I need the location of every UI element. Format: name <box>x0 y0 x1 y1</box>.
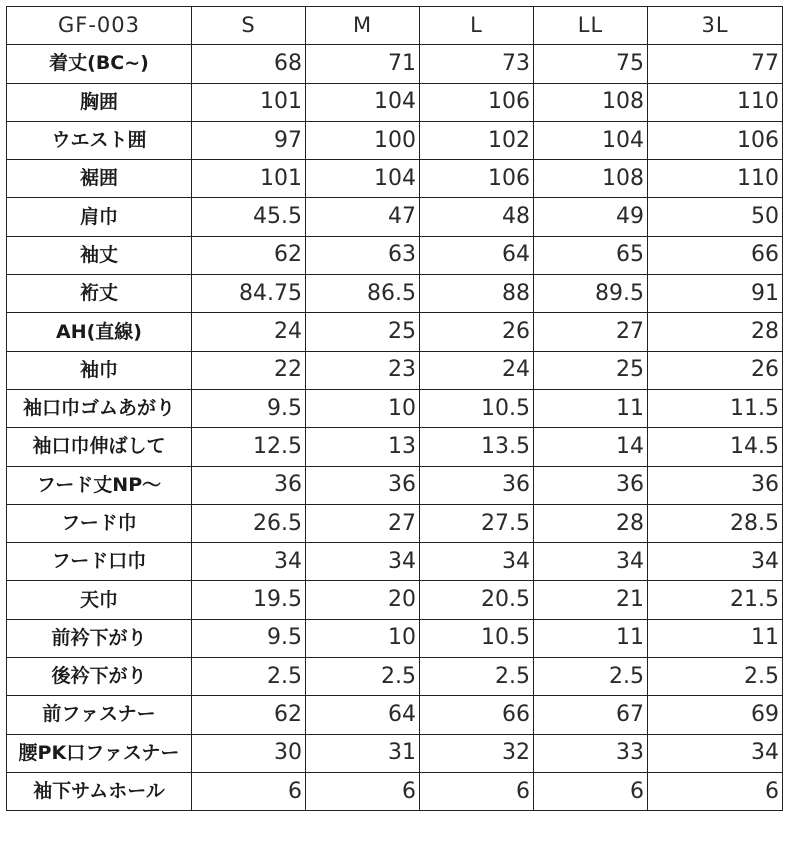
measurement-value-cell: 10 <box>306 619 420 657</box>
measurement-value-cell: 30 <box>192 734 306 772</box>
measurement-label-cell: 裄丈 <box>7 275 192 313</box>
size-header-cell: M <box>306 7 420 45</box>
measurement-value-cell: 6 <box>192 772 306 810</box>
measurement-value-cell: 25 <box>306 313 420 351</box>
measurement-value-cell: 34 <box>648 734 783 772</box>
measurement-value-cell: 2.5 <box>648 658 783 696</box>
table-row <box>7 351 783 389</box>
measurement-label-cell: 袖丈 <box>7 236 192 274</box>
measurement-value-cell: 24 <box>192 313 306 351</box>
measurement-value-cell: 63 <box>306 236 420 274</box>
measurement-value-cell: 101 <box>192 160 306 198</box>
measurement-value-cell: 36 <box>420 466 534 504</box>
measurement-label-cell: 着丈(BC~) <box>7 45 192 83</box>
product-code-cell: GF-003 <box>7 7 192 45</box>
measurement-value-cell: 47 <box>306 198 420 236</box>
measurement-value-cell: 108 <box>534 160 648 198</box>
table-row <box>7 198 783 236</box>
measurement-value-cell: 77 <box>648 45 783 83</box>
measurement-value-cell: 65 <box>534 236 648 274</box>
measurement-value-cell: 110 <box>648 160 783 198</box>
measurement-label-cell: 後衿下がり <box>7 658 192 696</box>
measurement-value-cell: 26.5 <box>192 504 306 542</box>
measurement-label-cell: 前ファスナー <box>7 696 192 734</box>
measurement-value-cell: 86.5 <box>306 275 420 313</box>
measurement-value-cell: 22 <box>192 351 306 389</box>
measurement-value-cell: 75 <box>534 45 648 83</box>
measurement-value-cell: 27.5 <box>420 504 534 542</box>
measurement-label-cell: 腰PK口ファスナー <box>7 734 192 772</box>
measurement-value-cell: 20.5 <box>420 581 534 619</box>
measurement-value-cell: 14 <box>534 428 648 466</box>
measurement-value-cell: 104 <box>306 160 420 198</box>
measurement-value-cell: 6 <box>306 772 420 810</box>
measurement-value-cell: 73 <box>420 45 534 83</box>
measurement-value-cell: 25 <box>534 351 648 389</box>
table-row <box>7 619 783 657</box>
measurement-value-cell: 66 <box>420 696 534 734</box>
measurement-label-cell: 胸囲 <box>7 83 192 121</box>
measurement-value-cell: 104 <box>306 83 420 121</box>
measurement-label-cell: 袖下サムホール <box>7 772 192 810</box>
measurement-value-cell: 88 <box>420 275 534 313</box>
table-row <box>7 83 783 121</box>
measurement-value-cell: 31 <box>306 734 420 772</box>
table-row <box>7 734 783 772</box>
measurement-value-cell: 69 <box>648 696 783 734</box>
measurement-label-cell: 袖口巾伸ばして <box>7 428 192 466</box>
table-row <box>7 466 783 504</box>
measurement-value-cell: 97 <box>192 121 306 159</box>
measurement-value-cell: 36 <box>534 466 648 504</box>
measurement-value-cell: 6 <box>420 772 534 810</box>
measurement-value-cell: 2.5 <box>306 658 420 696</box>
measurement-value-cell: 11 <box>534 389 648 427</box>
measurement-value-cell: 10 <box>306 389 420 427</box>
measurement-value-cell: 23 <box>306 351 420 389</box>
measurement-value-cell: 24 <box>420 351 534 389</box>
measurement-value-cell: 2.5 <box>534 658 648 696</box>
measurement-value-cell: 2.5 <box>192 658 306 696</box>
size-header-cell: L <box>420 7 534 45</box>
measurement-value-cell: 20 <box>306 581 420 619</box>
measurement-value-cell: 13.5 <box>420 428 534 466</box>
table-row <box>7 275 783 313</box>
size-chart-table <box>6 6 783 811</box>
measurement-value-cell: 36 <box>192 466 306 504</box>
table-row <box>7 504 783 542</box>
measurement-value-cell: 36 <box>306 466 420 504</box>
measurement-value-cell: 9.5 <box>192 389 306 427</box>
measurement-value-cell: 6 <box>648 772 783 810</box>
measurement-value-cell: 91 <box>648 275 783 313</box>
measurement-label-cell: フード丈NP～ <box>7 466 192 504</box>
measurement-value-cell: 21 <box>534 581 648 619</box>
table-row <box>7 236 783 274</box>
measurement-value-cell: 13 <box>306 428 420 466</box>
measurement-label-cell: フード口巾 <box>7 543 192 581</box>
measurement-value-cell: 34 <box>534 543 648 581</box>
measurement-value-cell: 34 <box>420 543 534 581</box>
measurement-label-cell: 肩巾 <box>7 198 192 236</box>
measurement-label-cell: 袖口巾ゴムあがり <box>7 389 192 427</box>
measurement-value-cell: 89.5 <box>534 275 648 313</box>
measurement-label-cell: フード巾 <box>7 504 192 542</box>
measurement-value-cell: 110 <box>648 83 783 121</box>
measurement-label-cell: 袖巾 <box>7 351 192 389</box>
measurement-value-cell: 27 <box>306 504 420 542</box>
table-row <box>7 160 783 198</box>
measurement-value-cell: 106 <box>420 160 534 198</box>
measurement-value-cell: 6 <box>534 772 648 810</box>
table-row <box>7 389 783 427</box>
measurement-value-cell: 64 <box>306 696 420 734</box>
measurement-value-cell: 32 <box>420 734 534 772</box>
measurement-value-cell: 64 <box>420 236 534 274</box>
measurement-label-cell: 裾囲 <box>7 160 192 198</box>
measurement-value-cell: 62 <box>192 696 306 734</box>
table-row <box>7 696 783 734</box>
measurement-label-cell: AH(直線) <box>7 313 192 351</box>
measurement-value-cell: 106 <box>420 83 534 121</box>
measurement-value-cell: 106 <box>648 121 783 159</box>
table-row <box>7 581 783 619</box>
measurement-value-cell: 10.5 <box>420 389 534 427</box>
measurement-value-cell: 27 <box>534 313 648 351</box>
measurement-value-cell: 101 <box>192 83 306 121</box>
table-row <box>7 543 783 581</box>
measurement-value-cell: 49 <box>534 198 648 236</box>
measurement-value-cell: 11 <box>534 619 648 657</box>
measurement-value-cell: 36 <box>648 466 783 504</box>
measurement-value-cell: 66 <box>648 236 783 274</box>
measurement-value-cell: 28 <box>648 313 783 351</box>
measurement-value-cell: 67 <box>534 696 648 734</box>
measurement-value-cell: 2.5 <box>420 658 534 696</box>
measurement-value-cell: 11 <box>648 619 783 657</box>
measurement-value-cell: 14.5 <box>648 428 783 466</box>
measurement-value-cell: 71 <box>306 45 420 83</box>
measurement-value-cell: 104 <box>534 121 648 159</box>
measurement-value-cell: 34 <box>648 543 783 581</box>
measurement-value-cell: 34 <box>192 543 306 581</box>
measurement-value-cell: 26 <box>420 313 534 351</box>
measurement-value-cell: 50 <box>648 198 783 236</box>
measurement-value-cell: 28 <box>534 504 648 542</box>
measurement-value-cell: 33 <box>534 734 648 772</box>
measurement-label-cell: 前衿下がり <box>7 619 192 657</box>
table-header-row <box>7 7 783 45</box>
measurement-value-cell: 10.5 <box>420 619 534 657</box>
table-row <box>7 658 783 696</box>
size-header-cell: S <box>192 7 306 45</box>
measurement-label-cell: ウエスト囲 <box>7 121 192 159</box>
measurement-value-cell: 62 <box>192 236 306 274</box>
measurement-value-cell: 11.5 <box>648 389 783 427</box>
measurement-value-cell: 26 <box>648 351 783 389</box>
measurement-value-cell: 45.5 <box>192 198 306 236</box>
measurement-value-cell: 28.5 <box>648 504 783 542</box>
table-row <box>7 45 783 83</box>
table-row <box>7 772 783 810</box>
measurement-value-cell: 48 <box>420 198 534 236</box>
measurement-value-cell: 84.75 <box>192 275 306 313</box>
size-header-cell: 3L <box>648 7 783 45</box>
measurement-value-cell: 19.5 <box>192 581 306 619</box>
table-row <box>7 121 783 159</box>
measurement-value-cell: 102 <box>420 121 534 159</box>
measurement-label-cell: 天巾 <box>7 581 192 619</box>
table-row <box>7 313 783 351</box>
measurement-value-cell: 108 <box>534 83 648 121</box>
size-header-cell: LL <box>534 7 648 45</box>
measurement-value-cell: 9.5 <box>192 619 306 657</box>
measurement-value-cell: 21.5 <box>648 581 783 619</box>
table-row <box>7 428 783 466</box>
measurement-value-cell: 34 <box>306 543 420 581</box>
measurement-value-cell: 100 <box>306 121 420 159</box>
measurement-value-cell: 68 <box>192 45 306 83</box>
measurement-value-cell: 12.5 <box>192 428 306 466</box>
